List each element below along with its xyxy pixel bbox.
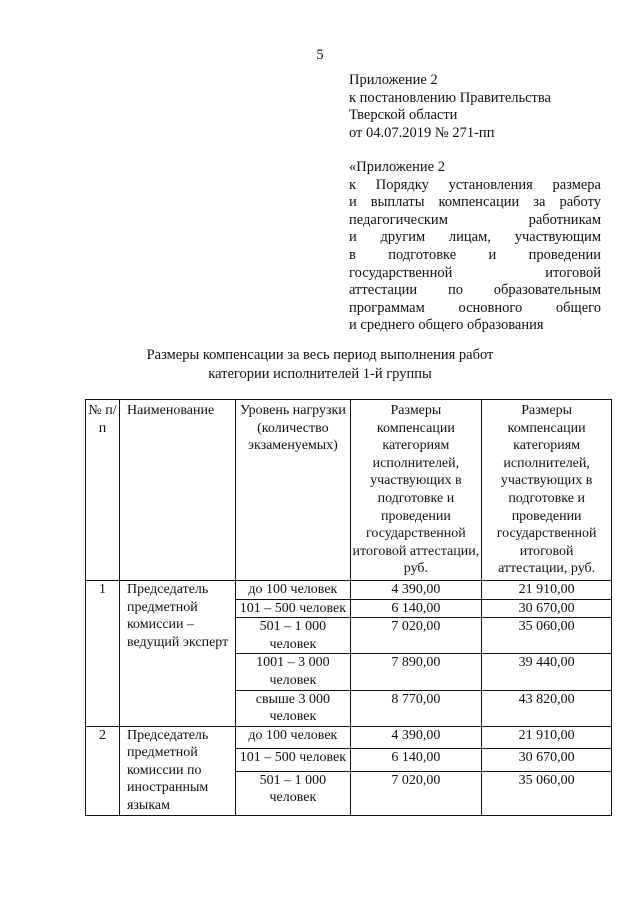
compensation-value-1: 6 140,00: [350, 749, 482, 772]
table-row: [86, 726, 612, 749]
sub-appendix-line: в подготовке и проведении: [349, 246, 601, 263]
table-header-row: [86, 400, 612, 581]
appendix-line: Тверской области: [349, 107, 458, 123]
compensation-value-1: 7 020,00: [350, 618, 482, 654]
compensation-value-1: 7 020,00: [350, 771, 482, 815]
header-name: Наименование: [119, 400, 235, 581]
sub-appendix-first-line: «Приложение 2: [349, 159, 445, 175]
compensation-value-2: 30 670,00: [482, 749, 612, 772]
document-title: [0, 346, 640, 384]
load-level: до 100 человек: [236, 580, 350, 599]
compensation-value-1: 4 390,00: [350, 580, 482, 599]
page-number: 5: [316, 47, 324, 63]
sub-appendix-line: государственной итоговой: [349, 264, 601, 281]
row-name: Председатель предметной комиссии – ведущий эксперт: [119, 580, 235, 726]
compensation-value-1: 8 770,00: [350, 690, 482, 726]
compensation-value-1: 4 390,00: [350, 726, 482, 749]
compensation-value-2: 21 910,00: [482, 580, 612, 599]
sub-appendix-header: [349, 159, 601, 335]
appendix-line: Приложение 2: [349, 72, 438, 88]
sub-appendix-last-line: и среднего общего образования: [349, 317, 544, 334]
sub-appendix-line: аттестации по образовательным: [349, 282, 601, 299]
load-level: 101 – 500 человек: [236, 749, 350, 772]
load-level: до 100 человек: [236, 726, 350, 749]
header-compensation-1: Размеры компенсации категориям исполнителей, участвующих в подготовке и проведении государственной итоговой аттестации, руб.: [350, 400, 482, 581]
title-line: категории исполнителей 1-й группы: [208, 366, 432, 382]
appendix-line: к постановлению Правительства: [349, 89, 551, 106]
sub-appendix-line: и выплаты компенсации за работу: [349, 194, 601, 211]
appendix-header: [349, 72, 601, 142]
sub-appendix-line: и другим лицам, участвующим: [349, 229, 601, 246]
header-number: № п/п: [86, 400, 120, 581]
row-name: Председатель предметной комиссии по иностранным языкам: [119, 726, 235, 815]
sub-appendix-line: педагогическим работникам: [349, 211, 601, 228]
compensation-value-2: 35 060,00: [482, 771, 612, 815]
title-line: Размеры компенсации за весь период выполнения работ: [146, 347, 494, 363]
load-level: 501 – 1 000 человек: [236, 618, 350, 654]
compensation-value-1: 7 890,00: [350, 654, 482, 690]
load-level: 501 – 1 000 человек: [236, 771, 350, 815]
load-level: свыше 3 000 человек: [236, 690, 350, 726]
compensation-value-1: 6 140,00: [350, 599, 482, 618]
load-level: 1001 – 3 000 человек: [236, 654, 350, 690]
appendix-line: от 04.07.2019 № 271-пп: [349, 124, 495, 141]
row-number: 1: [86, 580, 120, 726]
load-level: 101 – 500 человек: [236, 599, 350, 618]
row-number: 2: [86, 726, 120, 815]
header-compensation-2: Размеры компенсации категориям исполнителей, участвующих в подготовке и проведении государственной итоговой аттестации, руб.: [482, 400, 612, 581]
table-row: [86, 580, 612, 599]
header-load-level: Уровень нагрузки (количество экзаменуемых): [236, 400, 350, 581]
compensation-value-2: 43 820,00: [482, 690, 612, 726]
compensation-value-2: 35 060,00: [482, 618, 612, 654]
compensation-table: [85, 399, 612, 816]
sub-appendix-line: к Порядку установления размера: [349, 176, 601, 193]
compensation-value-2: 39 440,00: [482, 654, 612, 690]
compensation-value-2: 30 670,00: [482, 599, 612, 618]
sub-appendix-line: программам основного общего: [349, 299, 601, 316]
compensation-value-2: 21 910,00: [482, 726, 612, 749]
